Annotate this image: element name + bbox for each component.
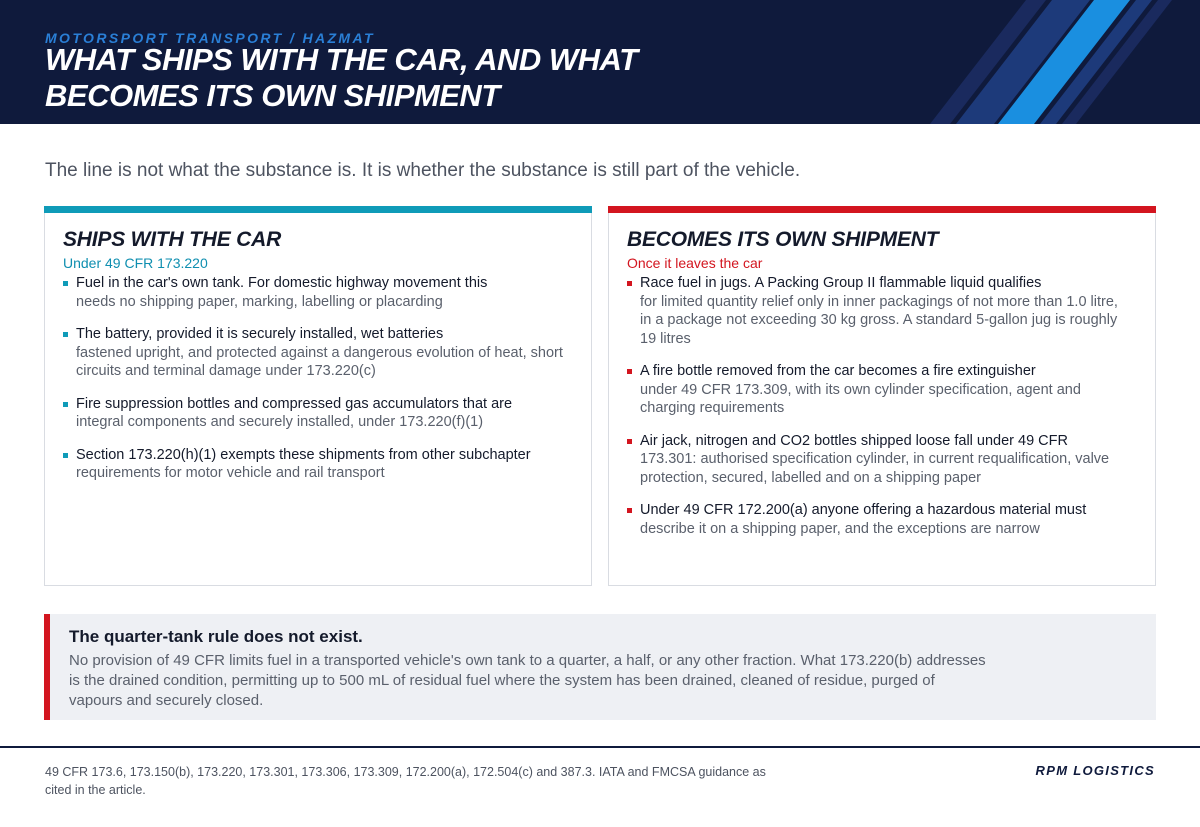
list-item [627,501,1127,538]
item-detail: 173.301: authorised specification cylinder, in current requalification, valve protection, secured, labelled and on a shipping paper [640,451,1110,486]
list-item [63,446,563,483]
diagonal-stripes-graphic [780,0,1200,124]
item-detail: describe it on a shipping paper, and the exceptions are narrow [640,520,1040,537]
item-detail: fastened upright, and protected against a dangerous evolution of heat, short circuits and terminal damage under 173.220(c) [76,344,563,379]
bullet-list [627,274,1127,552]
list-item [627,432,1127,488]
page-title: WHAT SHIPS WITH THE CAR, AND WHAT BECOMES ITS OWN SHIPMENT [45,42,638,113]
item-detail: under 49 CFR 173.309, with its own cylinder specification, agent and charging requirements [640,381,1081,416]
square-bullet-icon [627,281,632,286]
item-detail: requirements for motor vehicle and rail transport [76,465,385,481]
callout-box [44,614,1156,720]
callout-heading: The quarter-tank rule does not exist. [69,627,363,646]
square-bullet-icon [63,402,68,407]
card-subtitle: Under 49 CFR 173.220 [63,255,208,271]
card-subtitle: Once it leaves the car [627,255,763,271]
square-bullet-icon [63,281,68,286]
item-lead: Fire suppression bottles and compressed gas accumulators that are [76,395,513,412]
card-ships-with-car [44,206,592,586]
list-item [63,325,563,381]
section-kicker: MOTORSPORT TRANSPORT / HAZMAT [45,30,375,46]
square-bullet-icon [627,369,632,374]
brand-logo-text: RPM LOGISTICS [1035,763,1155,778]
list-item [627,274,1127,348]
callout-body: No provision of 49 CFR limits fuel in a transported vehicle's own tank to a quarter, a half, or any other fraction. What 173.220(b) addresses is the drained condition, permitting up to 500 mL of residual fuel where the system has been drained, cleaned of residue, purged of vapours and securely closed. [69,652,986,709]
item-lead: The battery, provided it is securely installed, wet batteries [76,326,444,342]
square-bullet-icon [627,508,632,513]
sources-footnote: 49 CFR 173.6, 173.150(b), 173.220, 173.301, 173.306, 173.309, 172.200(a), 172.504(c) and 387.3. IATA and FMCSA guidance as cited in the article. [45,765,766,797]
card-accent-bar [608,206,1156,213]
card-title: SHIPS WITH THE CAR [63,228,282,251]
item-lead: Race fuel in jugs. A Packing Group II flammable liquid qualifies [640,275,1042,291]
list-item [63,395,563,432]
list-item [627,362,1127,418]
card-own-shipment [608,206,1156,586]
item-lead: Section 173.220(h)(1) exempts these shipments from other subchapter [76,446,531,463]
item-lead: Air jack, nitrogen and CO2 bottles shipped loose fall under 49 CFR [640,432,1068,449]
item-detail: needs no shipping paper, marking, labelling or placarding [76,293,443,310]
footer-divider [0,746,1200,748]
item-lead: A fire bottle removed from the car becomes a fire extinguisher [640,363,1036,379]
item-lead: Under 49 CFR 172.200(a) anyone offering a hazardous material must [640,502,1087,518]
list-item [63,274,563,311]
lede-text: The line is not what the substance is. It is whether the substance is still part of the vehicle. [45,160,801,181]
header-banner [0,0,1200,124]
card-title: BECOMES ITS OWN SHIPMENT [627,228,939,251]
item-lead: Fuel in the car's own tank. For domestic highway movement this [76,275,488,291]
card-accent-bar [44,206,592,213]
item-detail: for limited quantity relief only in inner packagings of not more than 1.0 litre, in a package not exceeding 30 kg gross. A standard 5-gallon jug is roughly 19 litres [640,293,1118,347]
square-bullet-icon [63,453,68,458]
square-bullet-icon [63,332,68,337]
item-detail: integral components and securely installed, under 173.220(f)(1) [76,414,484,430]
square-bullet-icon [627,439,632,444]
bullet-list [63,274,563,497]
